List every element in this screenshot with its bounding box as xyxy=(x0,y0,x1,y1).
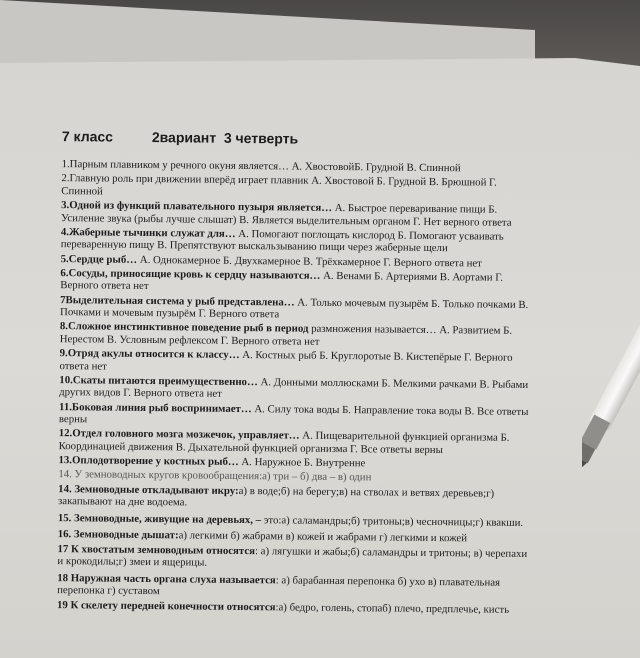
question-12: 12.Отдел головного мозга мозжечок, управляет… А. Пищеварительной функцией организма Б. Координацией движения В. Дыхательной функцией организма Г. Все ответы верны xyxy=(58,427,510,457)
question-3: 3.Одной из функций плавательного пузыря является… А. Быстрое переваривание пищи Б. Усиление звука (рыбы лучше слышат) В. Является выделительным органом Г. Нет верного ответа xyxy=(60,199,512,229)
question-10: 10.Скаты питаются преимущественно… А. Донными моллюсками Б. Мелкими рачками В. Рыбами других видов Г. Верного ответа нет xyxy=(59,373,529,401)
question-8: 8.Сложное инстинктивное поведение рыб в период размножения называется… А. Развитием Б. Нерестом В. Условным рефлексом Г. Верного ответа нет xyxy=(59,320,513,348)
grade-label: 7 класс xyxy=(61,128,114,145)
question-9: 9.Отряд акулы относится к классу… А. Костных рыб Б. Круглоротые В. Кистепёрые Г. Верного ответа нет xyxy=(59,347,513,373)
question-16: 16. Земноводные дышат:а) легкими б) жабрами в) кожей и жабрами г) легкими и кожей xyxy=(57,528,468,545)
question-11: 11.Боковая линия рыб воспринимает… А. Силу тока воды Б. Направление тока воды В. Все ответы верны xyxy=(58,400,529,426)
question-1: 1.Парным плавником у речного окуня является… А. ХвостовойБ. Грудной В. Спинной xyxy=(61,158,461,175)
question-18: 18 Наружная часть органа слуха называется: а) барабанная перепонка б) ухо в) плавательная перепонка г) суставом xyxy=(57,571,501,598)
question-14b: 14. Земноводные откладывают икру:а) в воде;б) на берегу;в) на стволах и ветвях деревьев;г) закапывают на дне водоема. xyxy=(58,482,495,509)
quarter-label: 3 четверть xyxy=(223,129,299,147)
question-4: 4.Жаберные тычинки служат для… А. Помогают поглощать кислород Б. Помогают усваивать переваренную пищу В. Препятствуют выскальзыванию пищи через жаберные щели xyxy=(60,225,504,255)
question-7: 7Выделительная система у рыб представлена… А. Только мочевым пузырём Б. Только почками В. Почками и мочевым пузырём Г. Верного ответа xyxy=(59,293,529,321)
worksheet xyxy=(47,126,572,645)
question-2: 2.Главную роль при движении вперёд играет плавник А. Хвостовой Б. Грудной В. Брюшной Г. Спинной xyxy=(61,172,497,198)
question-5: 5.Сердце рыб… А. Однокамерное Б. Двухкамерное В. Трёхкамерное Г. Верного ответа нет xyxy=(60,252,483,270)
variant-label: 2вариант xyxy=(151,129,217,146)
question-17: 17 К хвостатым земноводным относятся: а) лягушки и жабы;б) саламандры и тритоны; в) черепахи и крокодилы;г) змеи и ящерицы. xyxy=(57,542,528,569)
ballpoint-pen xyxy=(582,300,640,480)
question-14a: 14. У земноводных кругов кровообращения:а) три – б) два – в) один xyxy=(58,468,372,484)
question-15: 15. Земноводные, живущие на деревьях, – это:а) саламандры;б) тритоны;в) чесночницы;г) квакши. xyxy=(57,511,524,529)
worksheet-heading xyxy=(62,128,572,149)
question-6: 6.Сосуды, приносящие кровь к сердцу называются… А. Венами Б. Артериями В. Аортами Г. Верного ответа нет xyxy=(60,266,504,293)
question-13: 13.Оплодотворение у костных рыб… А. Наружное Б. Внутренне xyxy=(58,454,366,470)
question-19: 19 К скелету передней конечности относятся:а) бедро, голень, стопаб) плечо, предплечье, кисть xyxy=(56,598,510,616)
